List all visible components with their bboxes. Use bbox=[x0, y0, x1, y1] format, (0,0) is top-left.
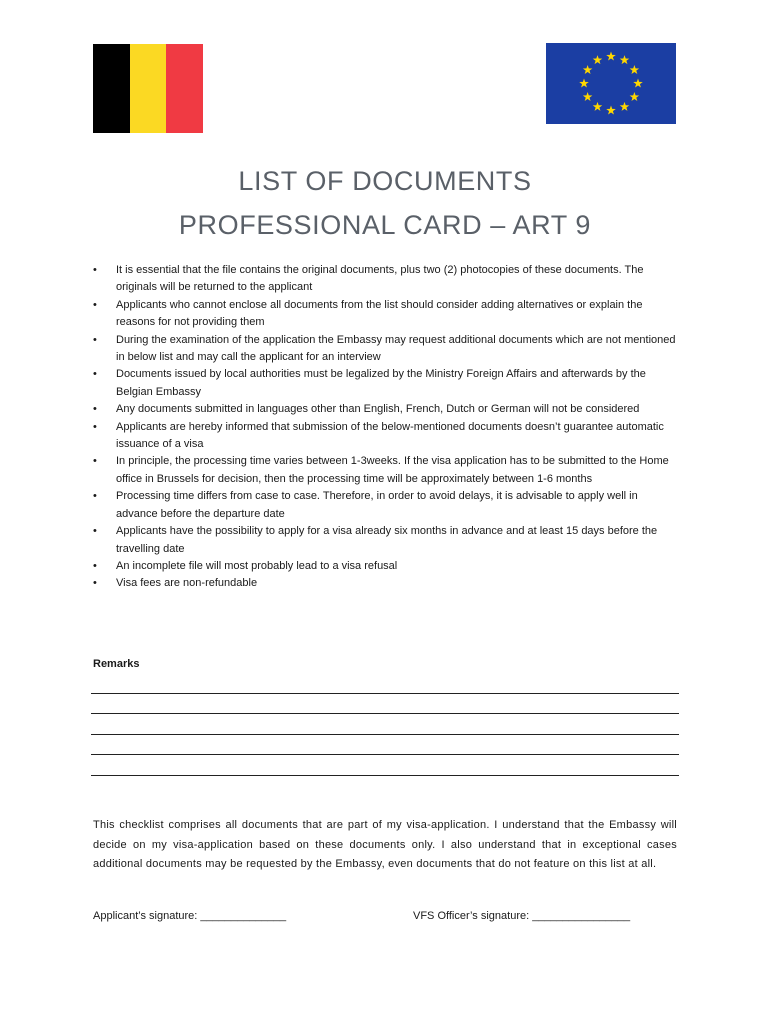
flag-stripe-yellow bbox=[130, 44, 167, 133]
eu-flag bbox=[546, 43, 676, 124]
page-title: LIST OF DOCUMENTS bbox=[238, 166, 532, 196]
list-item: • An incomplete file will most probably lead to a visa refusal bbox=[93, 558, 678, 575]
declaration-statement: This checklist comprises all documents that are part of my visa-application. I understand that the Embassy will decide on my visa-application based on these documents only. I also understand that in exceptional cases additional documents may be requested by the Embassy, even documents that do not feature on this list at all. bbox=[93, 819, 677, 871]
list-item: • Processing time differs from case to case. Therefore, in order to avoid delays, it is advisable to apply well in advance before the departure date bbox=[93, 488, 678, 523]
list-item: • Applicants who cannot enclose all documents from the list should consider adding alternatives or explain the reasons for not providing them bbox=[93, 297, 678, 332]
remarks-line-2[interactable] bbox=[91, 713, 679, 714]
list-item: • Any documents submitted in languages other than English, French, Dutch or German will not be considered bbox=[93, 401, 678, 418]
list-item: • Applicants are hereby informed that submission of the below-mentioned documents doesn’t guarantee automatic issuance of a visa bbox=[93, 419, 678, 454]
remarks-label: Remarks bbox=[93, 658, 140, 670]
remarks-line-4[interactable] bbox=[91, 754, 679, 755]
list-item: • Documents issued by local authorities must be legalized by the Ministry Foreign Affairs and afterwards by the Belgian Embassy bbox=[93, 366, 678, 401]
flag-stripe-black bbox=[93, 44, 130, 133]
remarks-line-5[interactable] bbox=[91, 775, 679, 776]
applicant-signature-field[interactable]: Applicant’s signature: ______________ bbox=[93, 910, 287, 922]
page-subtitle: PROFESSIONAL CARD – ART 9 bbox=[178, 210, 592, 240]
list-item: • During the examination of the application the Embassy may request additional documents which are not mentioned in below list and may call the applicant for an interview bbox=[93, 332, 678, 367]
officer-signature-field[interactable]: VFS Officer’s signature: ________________ bbox=[413, 910, 631, 922]
list-item: • In principle, the processing time varies between 1-3weeks. If the visa application has to be submitted to the Home office in Brussels for decision, then the processing time will be approximately between 1-6 months bbox=[93, 453, 678, 488]
list-item: • It is essential that the file contains the original documents, plus two (2) photocopies of these documents. The originals will be returned to the applicant bbox=[93, 262, 678, 297]
remarks-line-1[interactable] bbox=[91, 693, 679, 694]
belgium-flag bbox=[93, 44, 203, 133]
list-item: • Applicants have the possibility to apply for a visa already six months in advance and at least 15 days before the travelling date bbox=[93, 523, 678, 558]
list-item: • Visa fees are non-refundable bbox=[93, 575, 678, 592]
remarks-line-3[interactable] bbox=[91, 734, 679, 735]
requirements-list bbox=[93, 262, 678, 593]
flag-stripe-red bbox=[166, 44, 203, 133]
